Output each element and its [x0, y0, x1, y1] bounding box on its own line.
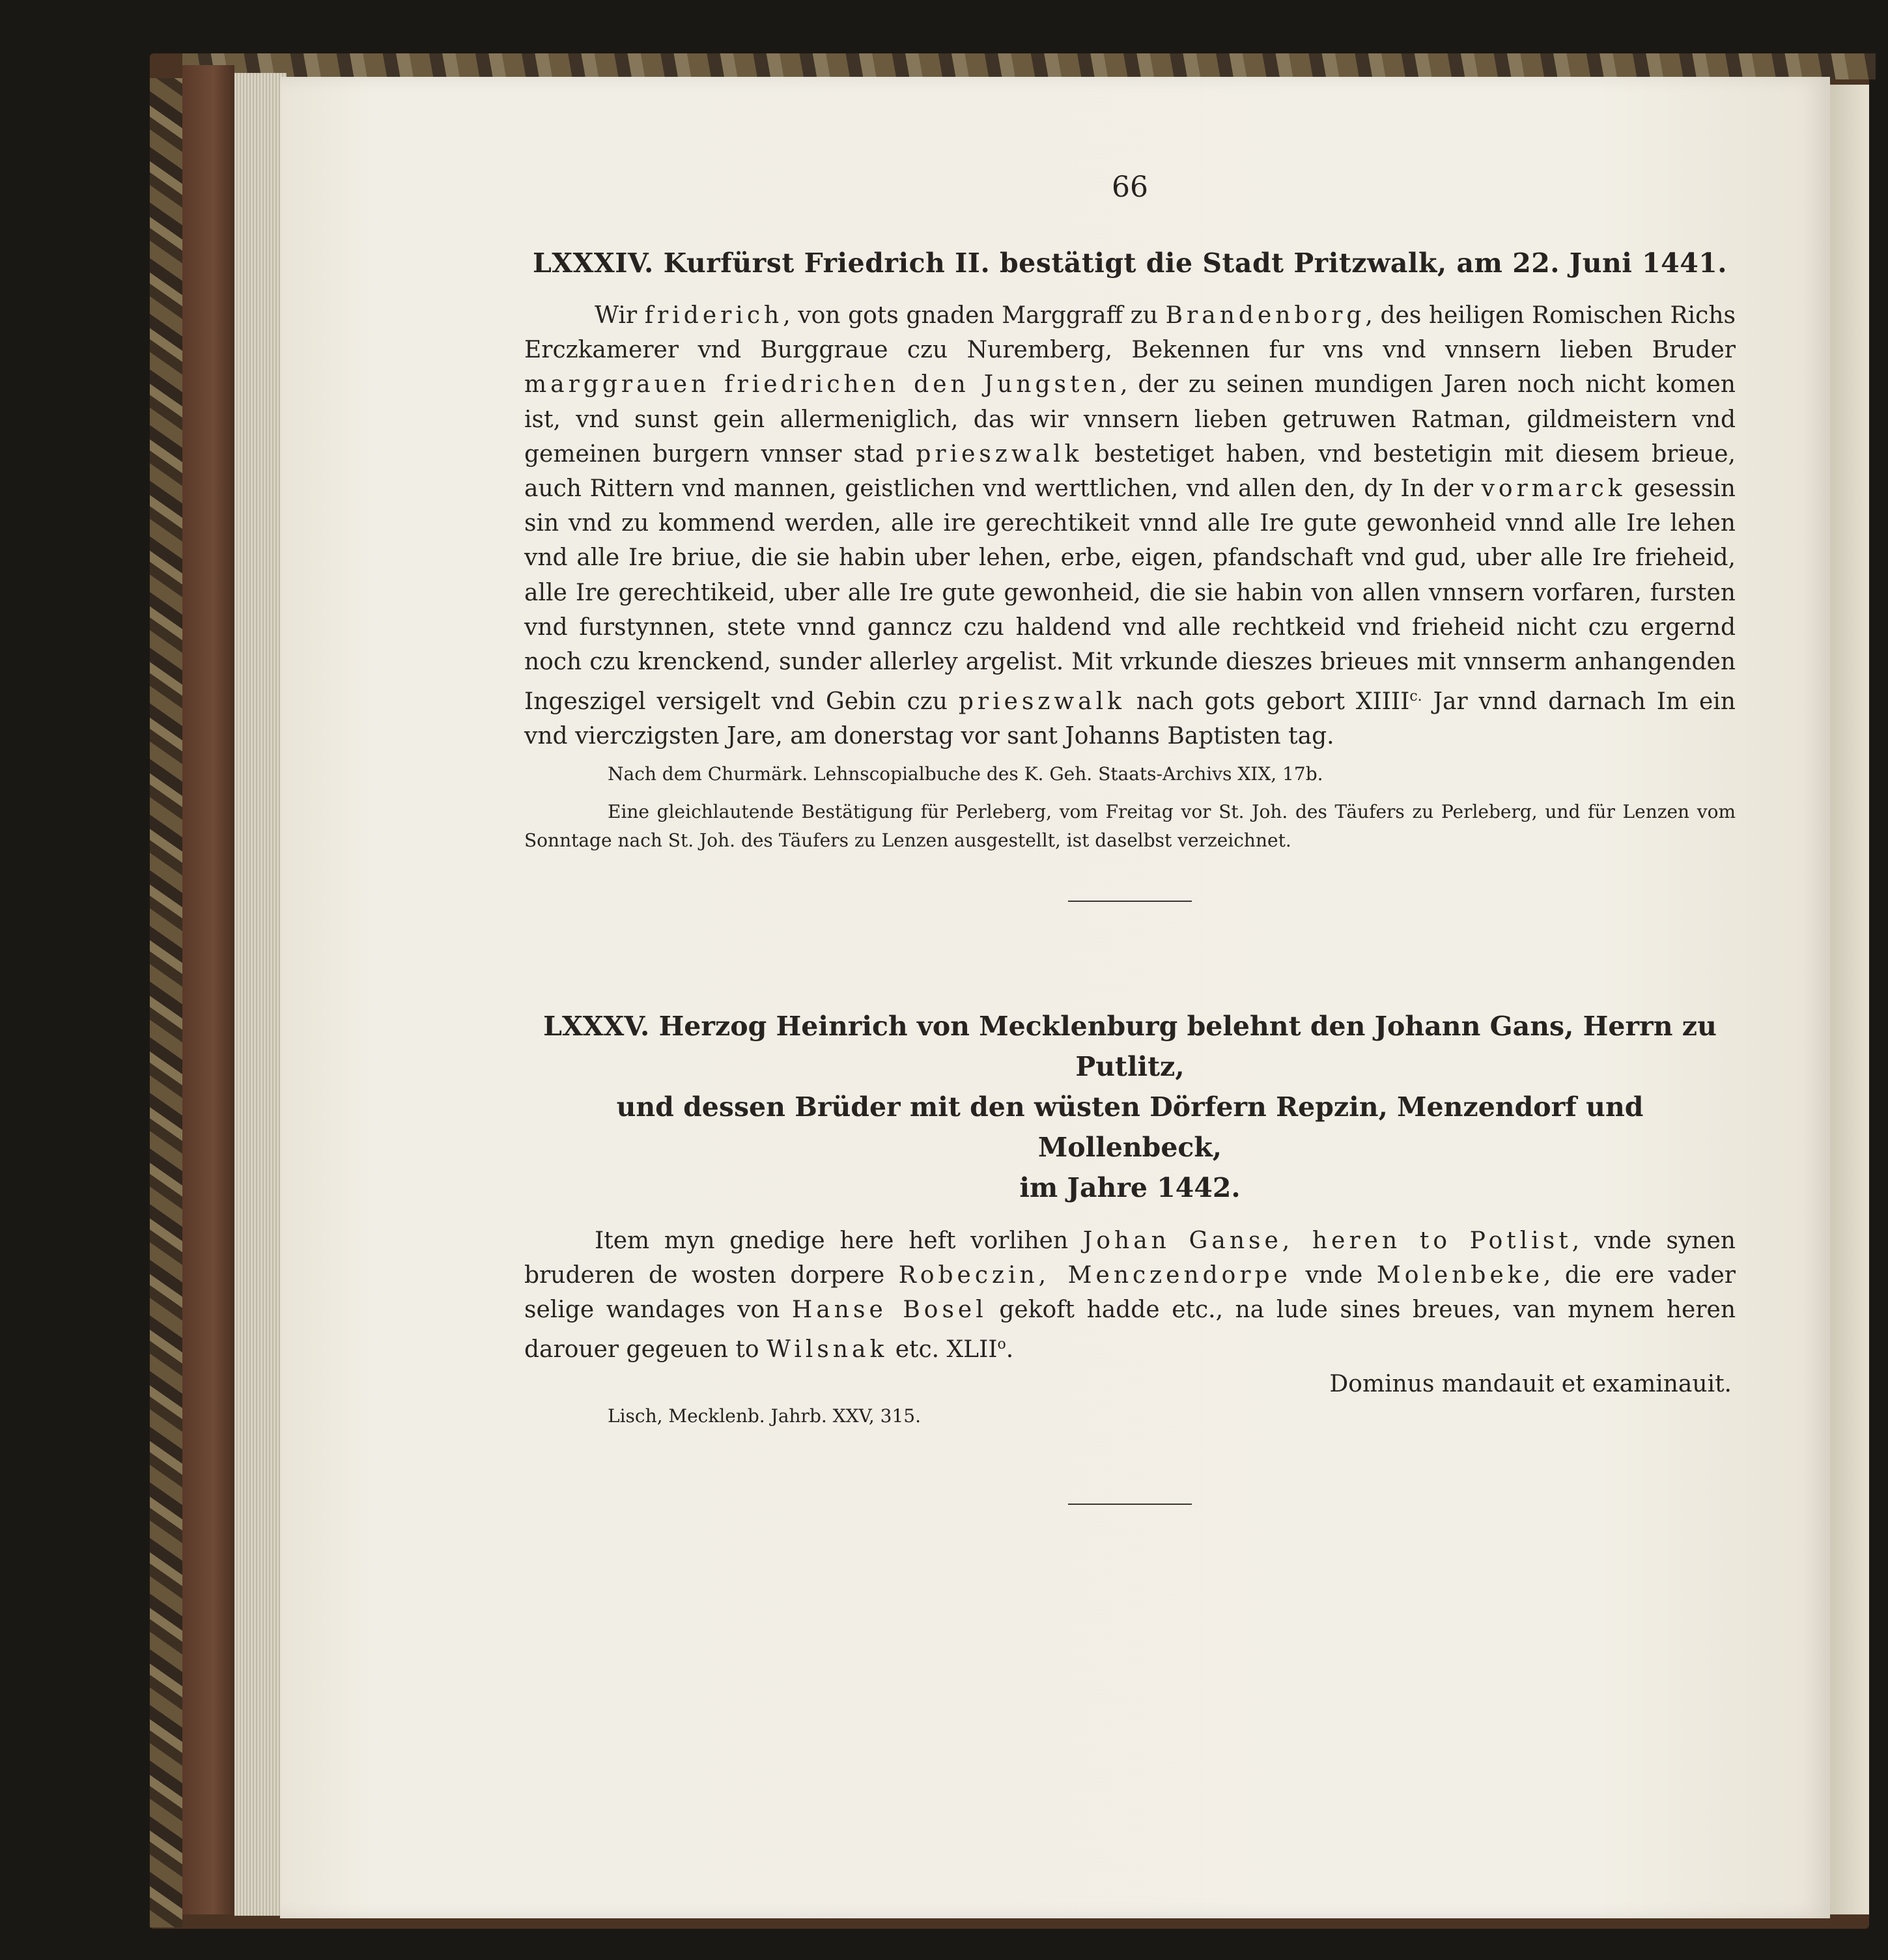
section1-paragraph: Wir friderich, von gots gnaden Marggraff zu Brandenborg, des heiligen Romischen Richs Erczkamerer vnd Burggraue czu Nuremberg, Bekennen fur vns vnd vnnsern lieben Bruder marggrauen friedrichen den Jungsten, der zu seinen mundigen Jaren noch nicht komen ist, vnd sunst gein allermeniglich, das wir vnnsern lieben getruwen Ratman, gildmeistern vnd gemeinen burgern vnnser stad prieszwalk bestetiget haben, vnd bestetigin mit diesem brieue, auch Rittern vnd mannen, geistlichen vnd werttlichen, vnd allen den, dy In der vormarck gesessin sin vnd zu kommend werden, alle ire gerechtikeit vnnd alle Ire gute gewonheid vnnd alle Ire lehen vnd alle Ire briue, die sie habin uber lehen, erbe, eigen, pfandschaft vnd gud, uber alle Ire frieheid, alle Ire gerechtikeid, uber alle Ire gute gewonheid, die sie habin von allen vnnsern vorfaren, fursten vnd furstynnen, stete vnnd ganncz czu haldend vnd alle rechtkeid vnd frieheid nicht czu ergernd noch czu krenckend, sunder allerley argelist. Mit vrkunde dieszes brieues mit vnnserm anhangenden Ingeszigel versigelt vnd Gebin czu prieszwalk nach gots gebort $XIIII^{c.}$ Jar vnnd darnach Im ein vnd vierczigsten Jare, am donerstag vor sant Johanns Baptisten tag. [524, 302, 1736, 750]
page-content [524, 98, 1736, 1505]
section2-heading-line3: im Jahre 1442. [1019, 1171, 1241, 1203]
top-binding-edge [182, 53, 1876, 79]
section-divider [1068, 901, 1192, 902]
section1-note: Eine gleichlautende Bestätigung für Perleberg, vom Freitag vor St. Joh. des Täufers zu Perleberg, und für Lenzen vom Sonntage nach St. Joh. des Täufers zu Lenzen ausgestellt, ist daselbst verzeichnet. [524, 800, 1736, 851]
spine-strip [182, 65, 234, 1914]
section2-body [524, 1224, 1736, 1367]
section2-source: Lisch, Mecklenb. Jahrb. XXV, 315. [608, 1405, 922, 1427]
page-number: 66 [1112, 171, 1148, 204]
section1-body [524, 298, 1736, 754]
section2-paragraph: Item myn gnedige here heft vorlihen Johan Ganse, heren to Potlist, vnde synen bruderen de wosten dorpere Robeczin, Menczendorpe vnde Molenbeke, die ere vader selige wandages von Hanse Bosel gekoft hadde etc., na lude sines breues, van mynem heren darouer gegeuen to Wilsnak etc. XLII$^o$. [524, 1227, 1736, 1364]
page-edges [234, 73, 287, 1916]
section2-closing: Dominus mandauit et examinauit. [1329, 1371, 1732, 1398]
section2-heading [524, 1006, 1736, 1208]
section1-heading: LXXXIV. Kurfürst Friedrich II. bestätigt die Stadt Pritzwalk, am 22. Juni 1441. [532, 247, 1728, 279]
facing-page-edge [1830, 85, 1869, 1914]
marbled-board [150, 78, 182, 1927]
section2-heading-line1: LXXXV. Herzog Heinrich von Mecklenburg belehnt den Johann Gans, Herrn zu Putlitz, [543, 1010, 1717, 1082]
section1-source: Nach dem Churmärk. Lehnscopialbuche des K. Geh. Staats-Archivs XIX, 17b. [608, 763, 1323, 785]
end-divider [1068, 1504, 1192, 1505]
section2-heading-line2: und dessen Brüder mit den wüsten Dörfern Repzin, Menzendorf und Mollenbeck, [616, 1091, 1644, 1163]
